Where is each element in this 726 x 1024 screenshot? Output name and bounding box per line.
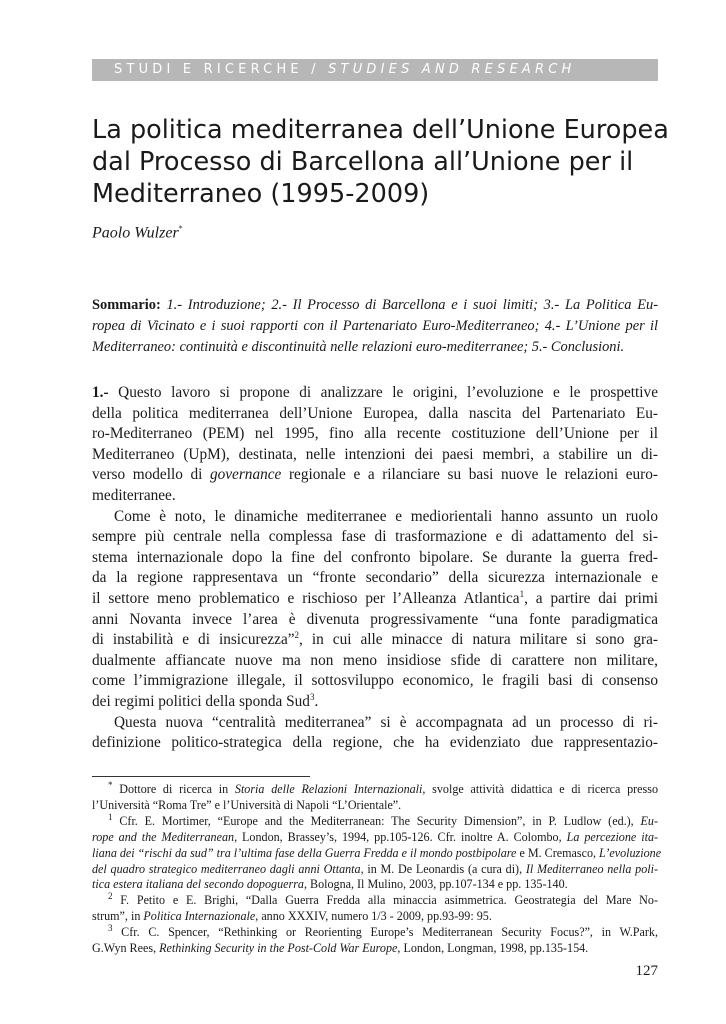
footnote-mark: 3 bbox=[108, 923, 113, 934]
footnote-italic: liana dei “rischi da sud” tra l’ultima fase della Guerra Fredda e il mondo postbipolare bbox=[92, 845, 517, 860]
footnote-italic: del quadro strategico mediterraneo dagli anni Ottanta bbox=[92, 861, 361, 876]
body-line-text: dei regimi politici della sponda Sud bbox=[92, 692, 310, 710]
footnote-ref[interactable]: 1 bbox=[519, 588, 525, 599]
footnote-line bbox=[92, 877, 658, 893]
footnote-italic: Politica Internazionale bbox=[143, 909, 256, 924]
body-line: anni Novanta invece l’area è divenuta progressivamente “una fonte paradigmatica bbox=[92, 610, 658, 628]
banner-label-en: STUDIES AND RESEARCH bbox=[328, 62, 576, 77]
footnote-ref[interactable]: 3 bbox=[309, 691, 315, 702]
body-line-text: Questo lavoro si propone di analizzare le origini, l’evoluzione e le prospettive bbox=[118, 384, 658, 401]
footnote-text: , in M. De Leonardis (a cura di), bbox=[360, 861, 523, 876]
footnote-text: e M. Cremasco, bbox=[519, 845, 597, 860]
article-title bbox=[92, 114, 672, 210]
footnote-italic: Il Mediterraneo nella poli- bbox=[525, 861, 658, 876]
footnote-line bbox=[92, 811, 658, 830]
footnote-divider bbox=[92, 776, 310, 777]
footnote-text: , London, Longman, 1998, pp.135-154. bbox=[397, 941, 589, 956]
summary-line: Mediterraneo: continuità e discontinuità nelle relazioni euro-mediterranee; 5.- Conclusioni. bbox=[92, 339, 625, 355]
body-line-text: verso modello di bbox=[92, 466, 203, 484]
body-line-text: di instabilità e di insicurezza” bbox=[92, 631, 295, 649]
footnote-text: Cfr. C. Spencer, “Rethinking or Reorienting Europe’s Mediterranean Security Focus?”, in W.Park, bbox=[121, 925, 658, 940]
footnote-mark: 2 bbox=[108, 891, 113, 902]
page-number: 127 bbox=[635, 963, 658, 979]
summary-label: Sommario: bbox=[92, 297, 161, 313]
body-line bbox=[92, 589, 658, 610]
footnote-line bbox=[92, 779, 658, 798]
body-line: stema internazionale dopo la fine del confronto bipolare. Se durante la guerra fred- bbox=[92, 548, 658, 566]
footnote-line bbox=[92, 925, 658, 941]
body-line-text: regionale e a rilanciare su basi nuove le relazioni euro- bbox=[288, 466, 658, 484]
body-line: ro-Mediterraneo (PEM) nel 1995, fino alla recente costituzione dell’Unione per il bbox=[92, 425, 658, 443]
footnote-italic: La percezione ita- bbox=[566, 829, 659, 844]
footnote-text: Cfr. E. Mortimer, “Europe and the Mediterranean: The Security Dimension”, in P. Ludlow (ed.), bbox=[119, 813, 634, 828]
title-line: dal Processo di Barcellona all’Unione per il bbox=[92, 147, 634, 177]
body-text bbox=[92, 383, 658, 754]
banner-label-it: STUDI E RICERCHE / bbox=[114, 62, 320, 77]
body-line bbox=[92, 692, 658, 713]
footnote-text: , London, Brassey’s, 1994, pp.105-126. Cfr. inoltre A. Colombo, bbox=[234, 829, 562, 844]
section-banner bbox=[92, 59, 658, 81]
body-line: dualmente affiancate nuove ma non meno insidiose sfide di carattere non militare, bbox=[92, 651, 658, 669]
body-line-text: , in cui alle minacce di natura militare si sono gra- bbox=[299, 631, 659, 649]
footnote-text: , Bologna, Il Mulino, 2003, pp.107-134 e pp. 135-140. bbox=[303, 877, 568, 892]
body-line bbox=[92, 630, 658, 651]
footnote-text: , svolge attività didattica e di ricerca presso bbox=[422, 782, 658, 796]
title-line: La politica mediterranea dell’Unione Europea bbox=[92, 115, 669, 145]
author-name-text: Paolo Wulzer bbox=[92, 224, 179, 242]
footnote-text: strum”, in bbox=[92, 909, 141, 924]
body-line-text: il settore meno problematico e rischioso per l’Alleanza Atlantica bbox=[92, 589, 520, 607]
footnotes bbox=[92, 779, 662, 957]
body-line-text: , a partire dai primi bbox=[524, 589, 659, 607]
section-number: 1.- bbox=[92, 384, 109, 401]
summary-line: ropea di Vicinato e i suoi rapporti con il Partenariato Euro-Mediterraneo; 4.- L’Unione per il bbox=[92, 318, 658, 334]
footnote-ref[interactable]: 2 bbox=[294, 630, 300, 641]
footnote-italic: tica estera italiana del secondo dopoguerra bbox=[92, 877, 304, 892]
body-line: Mediterraneo (UpM), destinata, nelle intenzioni dei paesi membri, a stabilire un di- bbox=[92, 445, 658, 463]
footnote-line bbox=[92, 845, 662, 862]
footnote-italic: Rethinking Security in the Post-Cold War Europe bbox=[159, 941, 398, 956]
author-footnote-mark[interactable]: * bbox=[178, 224, 183, 233]
body-line: mediterranee. bbox=[92, 486, 176, 504]
body-line: definizione politico-strategica della regione, che ha evidenziato due rappresentazio- bbox=[92, 734, 658, 752]
footnote-line bbox=[92, 862, 658, 878]
footnote-line bbox=[92, 909, 658, 925]
summary-text: 1.- Introduzione; 2.- Il Processo di Barcellona e i suoi limiti; 3.- La Politica Eu- bbox=[166, 297, 658, 313]
body-line: sempre più centrale nella complessa fase di trasformazione e di adattamento del si- bbox=[92, 528, 658, 546]
footnote-text: G.Wyn Rees, bbox=[92, 941, 157, 956]
body-line-text: . bbox=[314, 692, 319, 710]
body-line: Come è noto, le dinamiche mediterranee e mediorientali hanno assunto un ruolo bbox=[114, 507, 658, 525]
author-name bbox=[92, 224, 183, 242]
body-line: Questa nuova “centralità mediterranea” si è accompagnata ad un processo di ri- bbox=[114, 713, 658, 731]
body-line bbox=[92, 383, 658, 404]
summary bbox=[92, 295, 658, 358]
footnote-italic: Eu- bbox=[640, 813, 658, 828]
footnote-italic: L’evoluzione bbox=[599, 845, 662, 860]
summary-line bbox=[92, 295, 658, 316]
body-line: come l’immigrazione illegale, il sottosviluppo economico, le fragili basi di consenso bbox=[92, 672, 658, 690]
footnote-line: l’Università “Roma Tre” e l’Università di Napoli “L’Orientale”. bbox=[92, 797, 402, 812]
footnote-text: F. Petito e E. Brighi, “Dalla Guerra Fredda alla minaccia asimmetrica. Geostrategia del Mare No- bbox=[120, 893, 658, 908]
body-line: da la regione rappresentava un “fronte secondario” della sicurezza internazionale e bbox=[92, 569, 658, 587]
body-line: della politica mediterranea dell’Unione Europea, dalla nascita del Partenariato Eu- bbox=[92, 404, 658, 422]
footnote-text: Dottore di ricerca in bbox=[119, 782, 229, 796]
footnote-line bbox=[92, 830, 658, 846]
footnote-line bbox=[92, 893, 658, 909]
footnote-mark: 1 bbox=[108, 811, 113, 822]
body-line bbox=[92, 465, 658, 486]
footnote-mark: * bbox=[108, 779, 113, 790]
body-line-italic: governance bbox=[209, 466, 282, 484]
footnote-text: , anno XXXIV, numero 1/3 - 2009, pp.93-99: 95. bbox=[255, 909, 492, 924]
footnote-italic: rope and the Mediterranean bbox=[92, 829, 235, 844]
footnote-italic: Storia delle Relazioni Internazionali bbox=[234, 782, 423, 796]
title-line: Mediterraneo (1995-2009) bbox=[92, 179, 430, 209]
footnote-line bbox=[92, 941, 658, 957]
